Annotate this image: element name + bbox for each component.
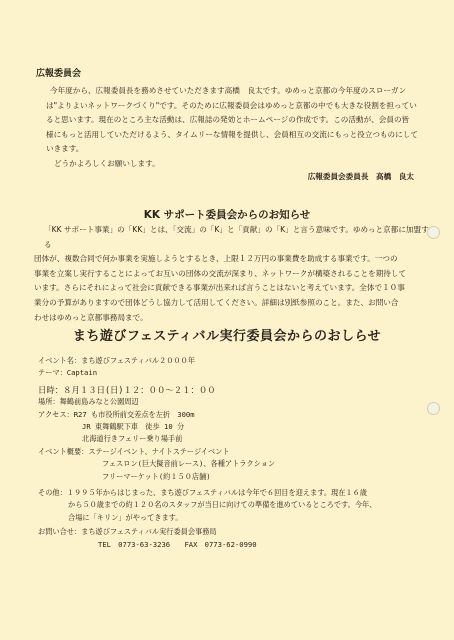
event-theme: テーマ：Captain (38, 368, 98, 378)
pr-line: ると思います。現在のところ主な活動は、広報誌の発効とホームページの作成です。この活動が、会員の皆 (46, 115, 410, 125)
pr-signature: 広報委員会委員長 高橋 良太 (307, 172, 414, 181)
event-content: イベント概要：ステージイベント、ナイトステージイベント (38, 446, 230, 456)
event-other-line: 合場に「キリン」がやってきます。 (68, 512, 183, 522)
pr-line: 様にもっと活用していただけるよう、タイムリーな情報を提供し、会員相互の交流にもっと役立つものにして (46, 129, 418, 139)
kk-heading: KK サポート委員会からのお知らせ (143, 209, 311, 221)
pr-body (46, 84, 418, 172)
kk-body (34, 223, 432, 325)
pr-section (36, 66, 418, 79)
event-tel-fax: TEL 0773-63-3236 FAX 0773-62-0990 (98, 539, 257, 549)
kk-line: 業分の予算がありますので団体どうし協力して活用してください。詳細は別紙参照のこと。また、お問い合 (34, 297, 399, 307)
event-date: 日時：８月１３日(日)１２：００～２１：００ (38, 384, 216, 395)
kk-line: 事業を立案し実行することによってお互いの団体の交流が深まり、ネットワークが構築されることを期待して (34, 268, 407, 278)
pr-line: は"よりよいネットワークづくり"です。そのために広報委員会はゆめっと京都の中でも大きな役割を担ってい (46, 100, 417, 110)
pr-line: 今年度から、広報委員長を務めさせていただきます高橋 良太です。ゆめっと京都の今年度のスローガン (50, 86, 407, 95)
event-other-line: から５０歳までの約１２０名のスタッフが当日に向けての準備を進めているところです。今年、 (68, 500, 377, 510)
kk-line: わせはゆめっと京都事務局まで。 (34, 312, 148, 322)
event-content-line: フリーマーケット(約１５０店舗) (102, 471, 211, 481)
kk-line: 団体が、複数合同で何か事業を実施しようとするとき、上限１２万円の事業費を助成する事業です。一つの (34, 254, 398, 264)
event-access-line: 北海道行きフェリー乗り場手前 (82, 434, 183, 444)
punch-hole-bottom (427, 402, 440, 415)
pr-section-label: 広報委員会 (36, 69, 82, 79)
kk-line: 「KK サポート事業」の「KK」とは、「交流」の「K」と「貢献」の「K」と言う意味です。ゆめっと京都に加盟する (44, 225, 429, 249)
event-other: その他：１９９５年からはじまった、まち遊びフェスティバルは今年で６回目を迎えます。現在１６歳 (38, 488, 367, 498)
kk-line: います。さらにそれによって社会に貢献できる事業が出来れば言うことはないと考えています。全体で１０事 (34, 283, 405, 293)
event-access-line: JR 東舞鶴駅下車 徒歩 10 分 (82, 422, 185, 432)
event-contact: お問い合せ：まち遊びフェスティバル実行委員会事務局 (38, 527, 217, 537)
event-access: アクセス：R27 も市役所前交差点を左折 300m (38, 409, 195, 419)
festival-details (38, 355, 424, 551)
event-name: イベント名：まち遊びフェスティバル２０００年 (38, 356, 196, 365)
pr-line: どうかよろしくお願いします。 (54, 158, 160, 168)
event-place: 場所：舞鶴前島みなと公園周辺 (38, 397, 139, 407)
festival-heading: まち遊びフェスティバル実行委員会からのおしらせ (72, 329, 382, 344)
event-content-line: フェスロン(巨大擬音前レース)、各種アトラクション (102, 459, 276, 469)
pr-line: いきます。 (46, 144, 84, 154)
